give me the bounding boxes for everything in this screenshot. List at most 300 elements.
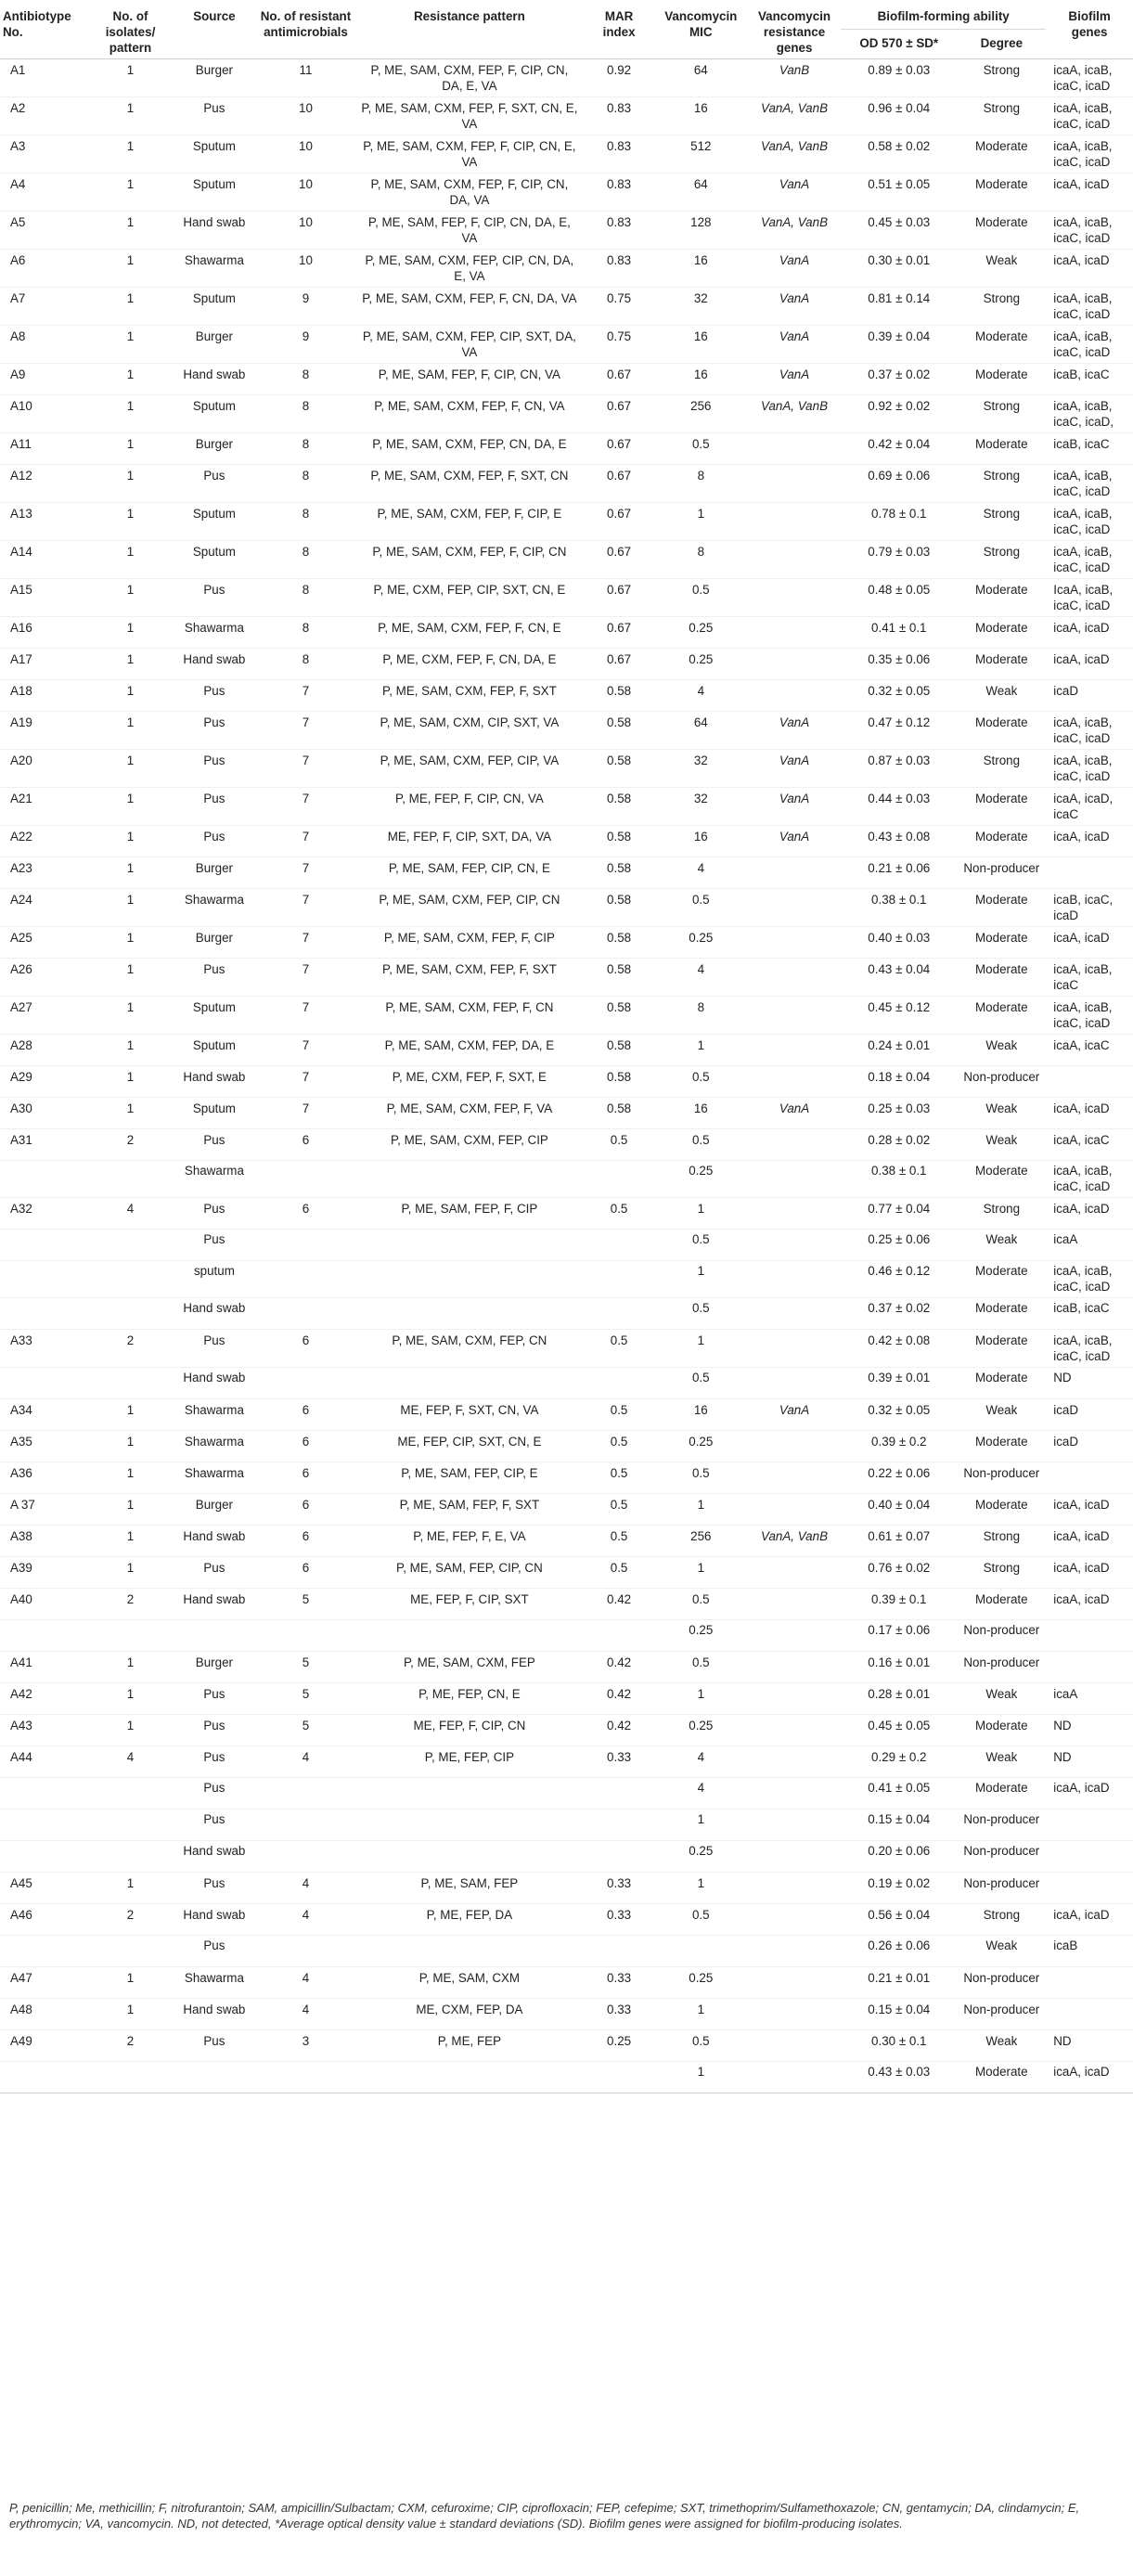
degree-cell: Non-producer — [963, 1623, 1040, 1637]
antibiotype-cell: A11 — [10, 437, 32, 451]
biofilm-genes-cell: icaB, icaC, icaD — [1053, 893, 1114, 922]
vancomycin-mic-cell: 0.5 — [691, 1070, 710, 1084]
biofilm-genes-cell: icaA, icaD — [1053, 1101, 1110, 1115]
mar-index-cell: 0.67 — [607, 437, 632, 451]
mar-index-cell: 0.5 — [610, 1133, 628, 1147]
antibiotype-cell: A31 — [10, 1133, 32, 1147]
vancomycin-genes-cell — [748, 1967, 841, 1999]
isolates-cell: 1 — [126, 1435, 135, 1449]
resistance-pattern-cell: P, ME, SAM, CXM, FEP, CN, DA, E — [372, 437, 567, 451]
vancomycin-mic-cell: 0.5 — [691, 437, 710, 451]
vancomycin-mic-cell: 4 — [697, 861, 705, 875]
resistance-pattern-cell: P, ME, FEP, DA — [426, 1908, 513, 1922]
antibiotype-cell: A47 — [10, 1971, 32, 1985]
resistance-pattern-cell: P, ME, FEP, F, CIP, CN, VA — [395, 792, 544, 805]
biofilm-genes-cell: icaA, icaD — [1053, 1561, 1110, 1575]
vancomycin-genes-cell — [748, 1298, 841, 1330]
antibiotype-cell: A38 — [10, 1529, 32, 1543]
degree-cell: Non-producer — [963, 1466, 1040, 1480]
resistant-count-cell: 8 — [302, 507, 310, 521]
source-cell: Sputum — [192, 291, 236, 305]
vancomycin-genes-cell — [748, 1261, 841, 1298]
resistant-count-cell: 10 — [299, 101, 313, 115]
biofilm-genes-cell: ND — [1053, 1750, 1072, 1764]
isolates-cell: 1 — [126, 1971, 135, 1985]
vancomycin-mic-cell: 16 — [693, 253, 708, 267]
vancomycin-genes-cell — [748, 2062, 841, 2093]
vancomycin-genes-cell — [748, 1999, 841, 2030]
od-cell: 0.28 ± 0.01 — [868, 1687, 931, 1701]
biofilm-genes-cell — [1046, 1873, 1133, 1904]
degree-cell: Moderate — [975, 830, 1028, 844]
resistance-pattern-cell — [354, 1620, 584, 1652]
antibiotype-cell: A7 — [10, 291, 26, 305]
isolates-cell: 1 — [126, 215, 135, 229]
resistant-count-cell: 10 — [299, 139, 313, 153]
resistance-pattern-cell: ME, FEP, F, CIP, SXT, DA, VA — [387, 830, 552, 844]
mar-index-cell: 0.58 — [607, 962, 632, 976]
vancomycin-genes-cell: VanA — [779, 753, 810, 767]
biofilm-genes-cell: icaA, icaD — [1053, 2065, 1110, 2079]
mar-index-cell: 0.83 — [607, 253, 632, 267]
table-row — [0, 1589, 1133, 1620]
antibiotype-cell: A28 — [10, 1038, 32, 1052]
antibiotype-cell: A34 — [10, 1403, 32, 1417]
table-row — [0, 1526, 1133, 1557]
antibiotype-cell: A4 — [10, 177, 26, 191]
header-antibiotype: Antibiotype No. — [3, 9, 71, 39]
source-cell: Pus — [203, 715, 225, 729]
vancomycin-genes-cell — [748, 1936, 841, 1967]
mar-index-cell — [585, 1620, 654, 1652]
source-cell: Sputum — [192, 545, 236, 559]
mar-index-cell: 0.33 — [607, 1750, 632, 1764]
antibiotype-cell: A48 — [10, 2003, 32, 2016]
resistant-count-cell: 7 — [302, 715, 310, 729]
vancomycin-mic-cell: 0.25 — [689, 652, 714, 666]
resistance-pattern-cell: P, ME, SAM, CXM, FEP, F, VA — [386, 1101, 553, 1115]
biofilm-genes-cell: IcaA, icaB, icaC, icaD — [1053, 583, 1114, 612]
degree-cell: Moderate — [975, 437, 1028, 451]
resistant-count-cell: 3 — [302, 2034, 310, 2048]
biofilm-genes-cell: icaD — [1053, 1435, 1079, 1449]
resistant-count-cell: 6 — [302, 1333, 310, 1347]
isolates-cell: 1 — [126, 1561, 135, 1575]
vancomycin-mic-cell: 0.5 — [691, 1908, 710, 1922]
antibiotype-cell: A32 — [10, 1202, 32, 1216]
isolates-cell: 2 — [126, 1592, 135, 1606]
isolates-cell: 4 — [126, 1202, 135, 1216]
od-cell: 0.42 ± 0.04 — [868, 437, 931, 451]
biofilm-genes-cell: ND — [1053, 1371, 1072, 1385]
isolates-cell: 2 — [126, 2034, 135, 2048]
vancomycin-genes-cell: VanA, VanB — [761, 215, 829, 229]
source-cell: Pus — [203, 1750, 225, 1764]
mar-index-cell — [585, 1368, 654, 1399]
antibiotype-cell: A13 — [10, 507, 32, 521]
resistant-count-cell: 11 — [299, 63, 313, 77]
table-row — [0, 959, 1133, 997]
isolates-cell — [89, 1936, 172, 1967]
vancomycin-mic-cell: 128 — [690, 215, 712, 229]
antibiotype-cell: A22 — [10, 830, 32, 844]
source-cell: Sputum — [192, 139, 236, 153]
degree-cell: Moderate — [975, 962, 1028, 976]
vancomycin-mic-cell: 0.25 — [689, 621, 714, 635]
degree-cell: Weak — [985, 1687, 1018, 1701]
resistant-count-cell: 7 — [302, 830, 310, 844]
od-cell: 0.38 ± 0.1 — [871, 893, 927, 907]
resistance-pattern-cell — [354, 1161, 584, 1198]
source-cell: Pus — [203, 1333, 225, 1347]
mar-index-cell: 0.58 — [607, 861, 632, 875]
table-row — [0, 1261, 1133, 1298]
degree-cell: Moderate — [975, 621, 1028, 635]
vancomycin-mic-cell: 0.5 — [691, 1371, 710, 1385]
mar-index-cell: 0.58 — [607, 715, 632, 729]
vancomycin-mic-cell: 1 — [697, 1687, 705, 1701]
vancomycin-genes-cell: VanA — [779, 1101, 810, 1115]
table-row — [0, 1129, 1133, 1161]
resistant-count-cell: 4 — [302, 1750, 310, 1764]
table-row — [0, 927, 1133, 959]
table-body — [0, 59, 1133, 2093]
od-cell: 0.87 ± 0.03 — [868, 753, 931, 767]
resistance-pattern-cell: P, ME, FEP, CN, E — [418, 1687, 521, 1701]
isolates-cell: 1 — [126, 861, 135, 875]
biofilm-genes-cell: icaB, icaC — [1053, 367, 1110, 381]
source-cell: Sputum — [192, 1038, 236, 1052]
source-cell: Pus — [203, 830, 225, 844]
resistant-count-cell: 6 — [302, 1202, 310, 1216]
od-cell: 0.25 ± 0.03 — [868, 1101, 931, 1115]
vancomycin-mic-cell: 0.5 — [691, 1301, 710, 1315]
antibiotype-cell: A39 — [10, 1561, 32, 1575]
mar-index-cell — [585, 1261, 654, 1298]
od-cell: 0.48 ± 0.05 — [868, 583, 931, 597]
table-row — [0, 1778, 1133, 1810]
source-cell: Pus — [203, 792, 225, 805]
degree-cell: Moderate — [975, 931, 1028, 945]
vancomycin-mic-cell: 0.25 — [689, 1971, 714, 1985]
degree-cell: Weak — [985, 684, 1018, 698]
vancomycin-genes-cell — [748, 1620, 841, 1652]
table-row — [0, 1683, 1133, 1715]
biofilm-genes-cell: icaA, icaD — [1053, 652, 1110, 666]
antibiotype-cell: A16 — [10, 621, 32, 635]
vancomycin-mic-cell: 512 — [690, 139, 712, 153]
source-cell: Burger — [195, 329, 233, 343]
resistant-count-cell: 6 — [302, 1133, 310, 1147]
vancomycin-genes-cell — [748, 680, 841, 712]
od-cell: 0.20 ± 0.06 — [868, 1844, 931, 1858]
od-cell: 0.18 ± 0.04 — [868, 1070, 931, 1084]
table-row — [0, 1904, 1133, 1936]
vancomycin-mic-cell: 0.25 — [689, 1719, 714, 1732]
biofilm-genes-cell — [1046, 1841, 1133, 1873]
degree-cell: Strong — [983, 507, 1021, 521]
resistant-count-cell: 10 — [299, 215, 313, 229]
header-isolates: No. of isolates/ pattern — [105, 9, 156, 55]
isolates-cell: 1 — [126, 1719, 135, 1732]
resistance-pattern-cell: P, ME, SAM, FEP, F, CIP, CN, DA, E, VA — [367, 215, 571, 245]
isolates-cell: 1 — [126, 437, 135, 451]
degree-cell: Moderate — [975, 1264, 1028, 1278]
degree-cell: Weak — [985, 1750, 1018, 1764]
header-row — [0, 0, 1133, 29]
mar-index-cell — [585, 1810, 654, 1841]
antibiotype-cell — [0, 1298, 89, 1330]
resistance-pattern-cell: P, ME, SAM, CXM, FEP, F, SXT, CN — [370, 469, 569, 483]
od-cell: 0.24 ± 0.01 — [868, 1038, 931, 1052]
isolates-cell: 1 — [126, 621, 135, 635]
resistance-pattern-cell: P, ME, SAM, FEP, CIP, CN, E — [388, 861, 550, 875]
source-cell: Hand swab — [183, 1371, 246, 1385]
vancomycin-mic-cell: 1 — [697, 1038, 705, 1052]
degree-cell: Moderate — [975, 583, 1028, 597]
resistant-count-cell: 4 — [302, 1876, 310, 1890]
isolates-cell: 1 — [126, 893, 135, 907]
mar-index-cell: 0.33 — [607, 1971, 632, 1985]
vancomycin-mic-cell: 256 — [690, 399, 712, 413]
table-row — [0, 465, 1133, 503]
vancomycin-genes-cell: VanA — [779, 830, 810, 844]
resistance-pattern-cell: P, ME, CXM, FEP, CIP, SXT, CN, E — [373, 583, 566, 597]
biofilm-genes-cell: ND — [1053, 2034, 1072, 2048]
source-cell: Shawarma — [184, 1435, 244, 1449]
vancomycin-mic-cell: 0.25 — [689, 931, 714, 945]
isolates-cell: 4 — [126, 1750, 135, 1764]
vancomycin-genes-cell — [748, 1746, 841, 1778]
biofilm-genes-cell: ND — [1053, 1719, 1072, 1732]
isolates-cell — [89, 1368, 172, 1399]
table-row — [0, 395, 1133, 433]
antibiotype-cell: A12 — [10, 469, 32, 483]
antibiotype-cell: A6 — [10, 253, 26, 267]
degree-cell: Moderate — [975, 1435, 1028, 1449]
header-biofilm-genes: Biofilm genes — [1068, 9, 1111, 39]
resistant-count-cell: 7 — [302, 962, 310, 976]
vancomycin-genes-cell: VanA — [779, 177, 810, 191]
od-cell: 0.58 ± 0.02 — [868, 139, 931, 153]
degree-cell: Moderate — [975, 2065, 1028, 2079]
antibiotype-cell: A20 — [10, 753, 32, 767]
resistance-pattern-cell: P, ME, SAM, FEP, F, CIP, CN, VA — [378, 367, 560, 381]
mar-index-cell: 0.83 — [607, 215, 632, 229]
isolates-cell: 1 — [126, 367, 135, 381]
od-cell: 0.21 ± 0.06 — [868, 861, 931, 875]
od-cell: 0.17 ± 0.06 — [868, 1623, 931, 1637]
table-row — [0, 288, 1133, 326]
biofilm-genes-cell: icaA, icaD — [1053, 1202, 1110, 1216]
resistance-pattern-cell: P, ME, SAM, CXM, FEP, CN — [392, 1333, 547, 1347]
antibiotype-cell: A29 — [10, 1070, 32, 1084]
od-cell: 0.92 ± 0.02 — [868, 399, 931, 413]
isolates-cell: 1 — [126, 1038, 135, 1052]
biofilm-genes-cell — [1046, 857, 1133, 889]
vancomycin-genes-cell — [748, 1035, 841, 1066]
antibiotype-cell: A3 — [10, 139, 26, 153]
source-cell: Hand swab — [183, 1844, 246, 1858]
source-cell: Burger — [195, 63, 233, 77]
isolates-cell — [89, 1298, 172, 1330]
table-row — [0, 2062, 1133, 2093]
degree-cell: Non-producer — [963, 861, 1040, 875]
biofilm-genes-cell: icaA, icaD — [1053, 253, 1110, 267]
od-cell: 0.26 ± 0.06 — [868, 1938, 931, 1952]
resistant-count-cell: 7 — [302, 1101, 310, 1115]
vancomycin-mic-cell: 0.5 — [691, 1133, 710, 1147]
source-cell: Hand swab — [183, 367, 246, 381]
degree-cell: Moderate — [975, 177, 1028, 191]
table-row — [0, 1715, 1133, 1746]
od-cell: 0.76 ± 0.02 — [868, 1561, 931, 1575]
isolates-cell — [89, 1230, 172, 1261]
degree-cell: Moderate — [975, 652, 1028, 666]
biofilm-genes-cell: icaA, icaD — [1053, 621, 1110, 635]
vancomycin-mic-cell: 8 — [697, 469, 705, 483]
vancomycin-genes-cell — [748, 1330, 841, 1368]
resistant-count-cell: 7 — [302, 684, 310, 698]
biofilm-genes-cell: icaA, icaD — [1053, 1908, 1110, 1922]
mar-index-cell: 0.5 — [610, 1561, 628, 1575]
table-row — [0, 1098, 1133, 1129]
resistance-pattern-cell: P, ME, SAM, FEP, F, SXT — [399, 1498, 540, 1512]
degree-cell: Strong — [983, 399, 1021, 413]
isolates-cell: 1 — [126, 1070, 135, 1084]
isolates-cell: 1 — [126, 830, 135, 844]
source-cell: Pus — [203, 1781, 225, 1795]
resistance-pattern-cell: P, ME, SAM, CXM, CIP, SXT, VA — [380, 715, 560, 729]
resistant-count-cell: 9 — [302, 329, 310, 343]
table-row — [0, 541, 1133, 579]
source-cell: Pus — [203, 1876, 225, 1890]
biofilm-genes-cell: icaA, icaD, icaC — [1053, 792, 1114, 821]
vancomycin-genes-cell — [748, 503, 841, 541]
table-row — [0, 1810, 1133, 1841]
vancomycin-mic-cell: 0.5 — [691, 583, 710, 597]
od-cell: 0.56 ± 0.04 — [868, 1908, 931, 1922]
biofilm-genes-cell — [1046, 1652, 1133, 1683]
table-row — [0, 826, 1133, 857]
degree-cell: Weak — [985, 253, 1018, 267]
table-row — [0, 135, 1133, 174]
antibiotype-cell: A27 — [10, 1000, 32, 1014]
biofilm-genes-cell: icaA, icaB, icaC, icaD — [1053, 215, 1113, 245]
vancomycin-mic-cell: 8 — [697, 545, 705, 559]
isolates-cell: 1 — [126, 1687, 135, 1701]
table-row — [0, 857, 1133, 889]
mar-index-cell — [585, 1778, 654, 1810]
od-cell: 0.37 ± 0.02 — [868, 367, 931, 381]
resistance-pattern-cell — [354, 1936, 584, 1967]
mar-index-cell: 0.58 — [607, 792, 632, 805]
vancomycin-mic-cell: 64 — [693, 177, 708, 191]
od-cell: 0.61 ± 0.07 — [868, 1529, 931, 1543]
mar-index-cell: 0.58 — [607, 893, 632, 907]
table-row — [0, 2030, 1133, 2062]
resistance-pattern-cell: P, ME, SAM, CXM, FEP, CIP — [390, 1133, 548, 1147]
antibiotype-cell — [0, 1261, 89, 1298]
vancomycin-mic-cell: 1 — [697, 1333, 705, 1347]
vancomycin-mic-cell: 16 — [693, 1101, 708, 1115]
source-cell: Sputum — [192, 1000, 236, 1014]
mar-index-cell: 0.5 — [610, 1466, 628, 1480]
table-row — [0, 174, 1133, 212]
antibiotype-cell — [0, 1841, 89, 1873]
isolates-cell: 1 — [126, 753, 135, 767]
biofilm-genes-cell: icaA, icaB, icaC, icaD — [1053, 101, 1113, 131]
resistance-pattern-cell: P, ME, SAM, CXM, FEP, F, CIP, CN, E, VA — [363, 139, 576, 169]
vancomycin-mic-cell: 1 — [697, 1498, 705, 1512]
resistant-count-cell — [257, 1620, 355, 1652]
vancomycin-mic-cell: 0.25 — [689, 1844, 714, 1858]
resistant-count-cell — [257, 2062, 355, 2093]
resistant-count-cell: 8 — [302, 583, 310, 597]
resistance-pattern-cell: P, ME, SAM, FEP — [420, 1876, 519, 1890]
vancomycin-genes-cell — [748, 1494, 841, 1526]
source-cell: Shawarma — [184, 1466, 244, 1480]
table-footnote: P, penicillin; Me, methicillin; F, nitrofurantoin; SAM, ampicillin/Sulbactam; CXM, cefuroxime; CIP, ciprofloxacin; FEP, cefepime; SXT, trimethoprim/Sulfamethoxazole; CN, gentamycin; DA, clindamycin; E, erythromycin; VA, vancomycin. ND, not detected, *Average optical density value ± standard deviations (SD). Biofilm genes were assigned for biofilm-producing isolates. — [9, 2501, 1080, 2531]
resistant-count-cell: 6 — [302, 1466, 310, 1480]
antibiotype-cell: A45 — [10, 1876, 32, 1890]
mar-index-cell: 0.75 — [607, 329, 632, 343]
antibiotype-cell: A26 — [10, 962, 32, 976]
source-cell: Burger — [195, 1655, 233, 1669]
resistant-count-cell: 8 — [302, 545, 310, 559]
resistance-pattern-cell: ME, FEP, CIP, SXT, CN, E — [397, 1435, 542, 1449]
mar-index-cell: 0.58 — [607, 1101, 632, 1115]
od-cell: 0.44 ± 0.03 — [868, 792, 931, 805]
table-row — [0, 326, 1133, 364]
isolates-cell: 1 — [126, 1655, 135, 1669]
biofilm-genes-cell: icaA, icaB, icaC, icaD — [1053, 329, 1113, 359]
mar-index-cell: 0.58 — [607, 1070, 632, 1084]
vancomycin-genes-cell: VanA — [779, 792, 810, 805]
resistance-pattern-cell: P, ME, FEP, F, E, VA — [413, 1529, 526, 1543]
vancomycin-genes-cell — [748, 1683, 841, 1715]
vancomycin-genes-cell — [748, 1129, 841, 1161]
vancomycin-genes-cell — [748, 1810, 841, 1841]
mar-index-cell — [585, 1936, 654, 1967]
biofilm-genes-cell: icaA — [1053, 1232, 1078, 1246]
source-cell: Hand swab — [183, 2003, 246, 2016]
biofilm-genes-cell — [1046, 1620, 1133, 1652]
antibiotype-cell: A40 — [10, 1592, 32, 1606]
resistance-pattern-cell: P, ME, SAM, CXM, FEP, CIP, VA — [380, 753, 560, 767]
od-cell: 0.28 ± 0.02 — [868, 1133, 931, 1147]
antibiotype-cell: A14 — [10, 545, 32, 559]
degree-cell: Strong — [983, 63, 1021, 77]
source-cell: Hand swab — [183, 1301, 246, 1315]
antibiotype-cell — [0, 1778, 89, 1810]
header-degree: Degree — [957, 29, 1046, 58]
biofilm-genes-cell: icaA, icaD — [1053, 1592, 1110, 1606]
degree-cell: Strong — [983, 469, 1021, 483]
isolates-cell: 1 — [126, 329, 135, 343]
degree-cell: Weak — [985, 1101, 1018, 1115]
table-row — [0, 1841, 1133, 1873]
resistant-count-cell: 6 — [302, 1435, 310, 1449]
biofilm-genes-cell: icaA, icaB, icaC, icaD — [1053, 1164, 1113, 1193]
table-row — [0, 1431, 1133, 1462]
resistance-pattern-cell — [354, 1841, 584, 1873]
vancomycin-genes-cell — [748, 1462, 841, 1494]
resistant-count-cell: 8 — [302, 437, 310, 451]
header-vancomycin-mic: Vancomycin MIC — [664, 9, 738, 39]
resistance-pattern-cell: ME, FEP, F, CIP, CN — [413, 1719, 526, 1732]
header-vancomycin-genes: Vancomycin resistance genes — [757, 9, 831, 55]
